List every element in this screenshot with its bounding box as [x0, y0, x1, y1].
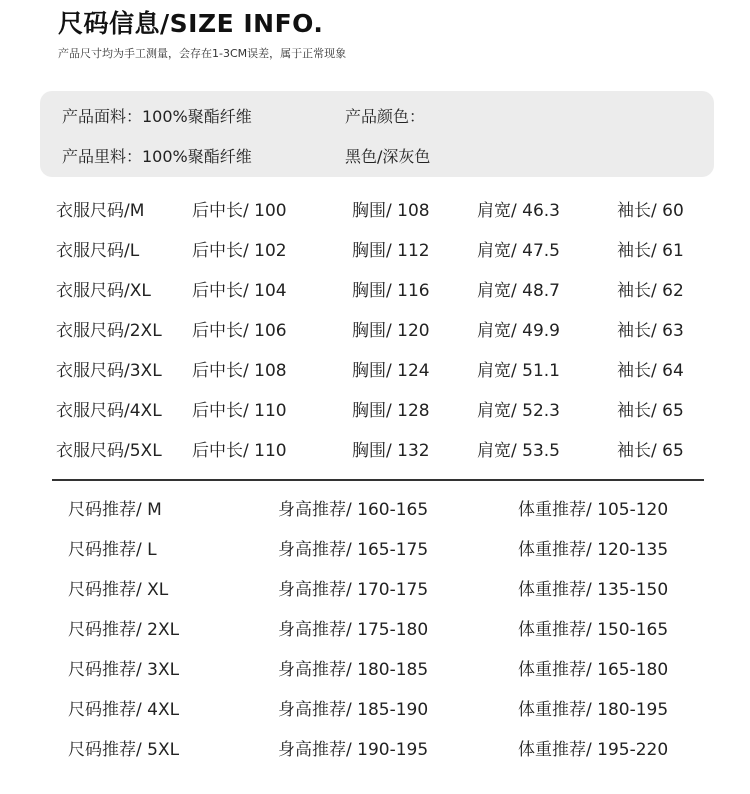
size-cell: 衣服尺码/5XL — [56, 441, 162, 461]
chest-cell: 胸围/ 124 — [352, 361, 430, 381]
rec-size-cell: 尺码推荐/ XL — [68, 580, 169, 600]
chest-cell: 胸围/ 120 — [352, 321, 430, 341]
rec-height-cell: 身高推荐/ 185-190 — [278, 700, 429, 720]
length-cell: 后中长/ 100 — [192, 201, 287, 221]
recommend-row — [0, 615, 750, 639]
sleeve-cell: 袖长/ 65 — [617, 401, 684, 421]
shoulder-cell: 肩宽/ 47.5 — [477, 241, 560, 261]
recommend-row — [0, 495, 750, 519]
rec-height-cell: 身高推荐/ 175-180 — [278, 620, 429, 640]
length-cell: 后中长/ 108 — [192, 361, 287, 381]
rec-weight-cell: 体重推荐/ 105-120 — [518, 500, 669, 520]
rec-size-cell: 尺码推荐/ M — [68, 500, 162, 520]
size-row — [0, 236, 750, 260]
size-cell: 衣服尺码/XL — [56, 281, 151, 301]
length-cell: 后中长/ 104 — [192, 281, 287, 301]
shoulder-cell: 肩宽/ 46.3 — [477, 201, 560, 221]
chest-cell: 胸围/ 128 — [352, 401, 430, 421]
rec-weight-cell: 体重推荐/ 120-135 — [518, 540, 669, 560]
rec-size-cell: 尺码推荐/ 3XL — [68, 660, 180, 680]
size-cell: 衣服尺码/2XL — [56, 321, 162, 341]
chest-cell: 胸围/ 116 — [352, 281, 430, 301]
sleeve-cell: 袖长/ 65 — [617, 441, 684, 461]
size-cell: 衣服尺码/M — [56, 201, 145, 221]
rec-height-cell: 身高推荐/ 180-185 — [278, 660, 429, 680]
recommend-row — [0, 695, 750, 719]
material-panel — [40, 91, 714, 177]
shoulder-cell: 肩宽/ 53.5 — [477, 441, 560, 461]
recommend-row — [0, 735, 750, 759]
lining-text: 产品里料：100%聚酯纤维 — [62, 147, 252, 166]
size-row — [0, 316, 750, 340]
rec-size-cell: 尺码推荐/ 2XL — [68, 620, 180, 640]
chest-cell: 胸围/ 112 — [352, 241, 430, 261]
length-cell: 后中长/ 110 — [192, 401, 287, 421]
sleeve-cell: 袖长/ 62 — [617, 281, 684, 301]
recommend-row — [0, 655, 750, 679]
rec-weight-cell: 体重推荐/ 150-165 — [518, 620, 669, 640]
rec-weight-cell: 体重推荐/ 195-220 — [518, 740, 669, 760]
size-row — [0, 276, 750, 300]
shoulder-cell: 肩宽/ 52.3 — [477, 401, 560, 421]
sleeve-cell: 袖长/ 60 — [617, 201, 684, 221]
rec-weight-cell: 体重推荐/ 180-195 — [518, 700, 669, 720]
size-cell: 衣服尺码/4XL — [56, 401, 162, 421]
size-cell: 衣服尺码/3XL — [56, 361, 162, 381]
recommend-row — [0, 575, 750, 599]
shoulder-cell: 肩宽/ 49.9 — [477, 321, 560, 341]
length-cell: 后中长/ 102 — [192, 241, 287, 261]
rec-height-cell: 身高推荐/ 190-195 — [278, 740, 429, 760]
rec-weight-cell: 体重推荐/ 135-150 — [518, 580, 669, 600]
size-cell: 衣服尺码/L — [56, 241, 140, 261]
recommend-row — [0, 535, 750, 559]
rec-height-cell: 身高推荐/ 170-175 — [278, 580, 429, 600]
rec-height-cell: 身高推荐/ 165-175 — [278, 540, 429, 560]
sleeve-cell: 袖长/ 61 — [617, 241, 684, 261]
sleeve-cell: 袖长/ 64 — [617, 361, 684, 381]
shoulder-cell: 肩宽/ 51.1 — [477, 361, 560, 381]
color-value: 黑色/深灰色 — [345, 147, 431, 166]
color-label: 产品颜色： — [345, 107, 426, 126]
fabric-text: 产品面料：100%聚酯纤维 — [62, 107, 252, 126]
rec-size-cell: 尺码推荐/ L — [68, 540, 157, 560]
chest-cell: 胸围/ 132 — [352, 441, 430, 461]
shoulder-cell: 肩宽/ 48.7 — [477, 281, 560, 301]
chest-cell: 胸围/ 108 — [352, 201, 430, 221]
rec-size-cell: 尺码推荐/ 4XL — [68, 700, 180, 720]
rec-height-cell: 身高推荐/ 160-165 — [278, 500, 429, 520]
page-title: 尺码信息/SIZE INFO. — [58, 9, 324, 38]
section-divider — [52, 479, 704, 481]
rec-size-cell: 尺码推荐/ 5XL — [68, 740, 180, 760]
size-row — [0, 196, 750, 220]
length-cell: 后中长/ 110 — [192, 441, 287, 461]
measurement-note: 产品尺寸均为手工测量，会存在1-3CM误差，属于正常现象 — [58, 47, 347, 60]
size-row — [0, 396, 750, 420]
sleeve-cell: 袖长/ 63 — [617, 321, 684, 341]
length-cell: 后中长/ 106 — [192, 321, 287, 341]
size-row — [0, 436, 750, 460]
rec-weight-cell: 体重推荐/ 165-180 — [518, 660, 669, 680]
size-row — [0, 356, 750, 380]
